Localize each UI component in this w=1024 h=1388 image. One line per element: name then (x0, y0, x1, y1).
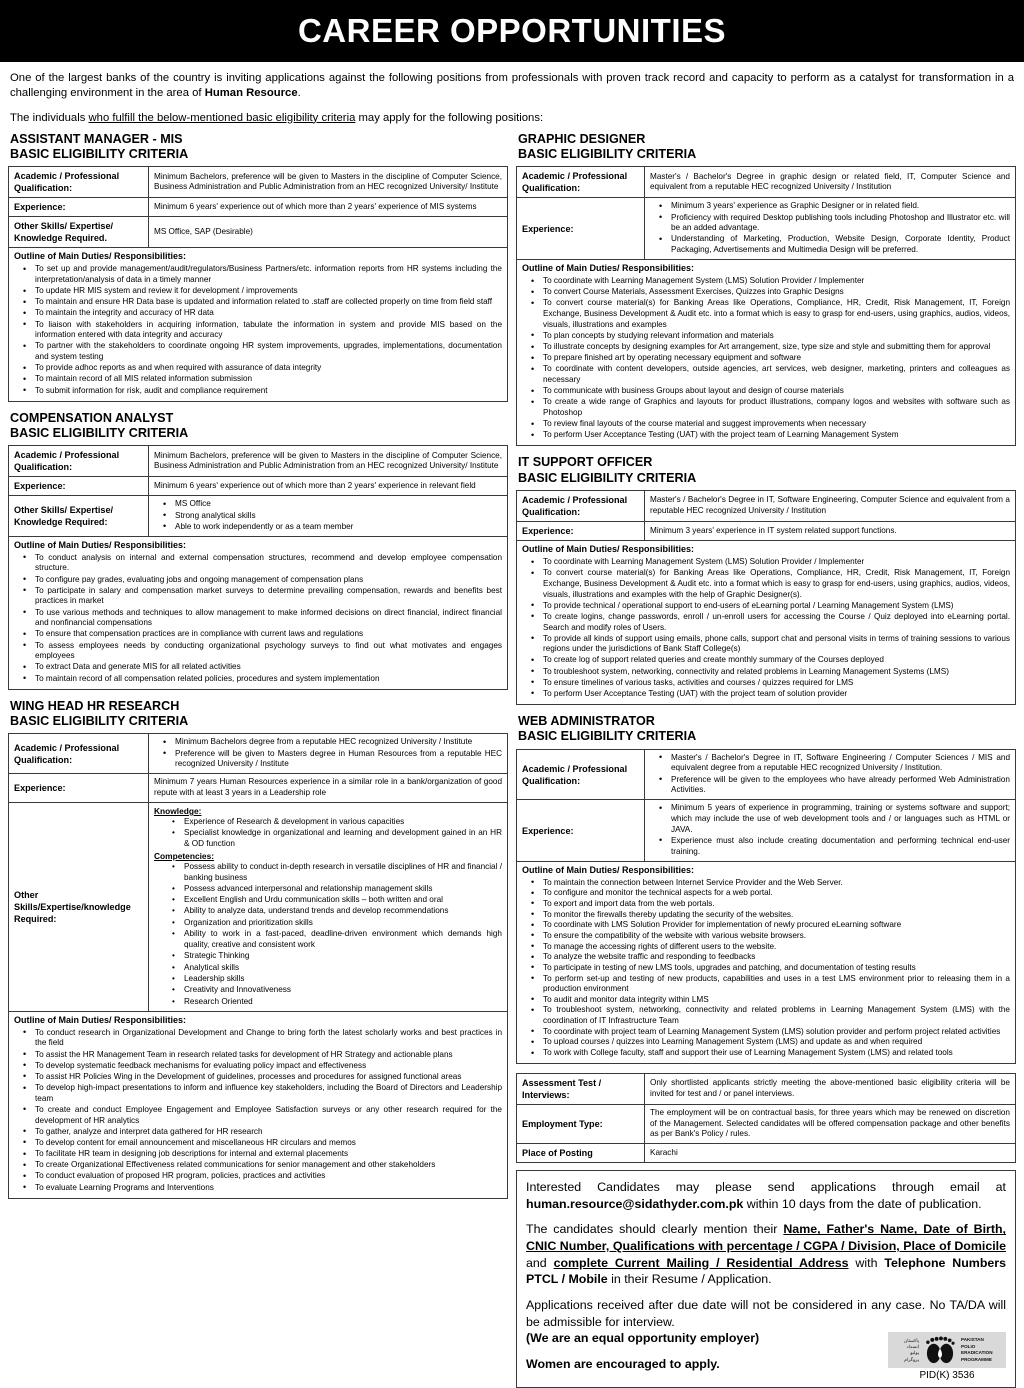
apply-line-2 (526, 1221, 1006, 1287)
list-item: • To analyze the website traffic and responding to feedbacks (543, 952, 1010, 963)
job-subtitle: BASIC ELIGIBILITY CRITERIA (518, 470, 697, 485)
job-subtitle: BASIC ELIGIBILITY CRITERIA (10, 426, 189, 441)
table-row-other-skills (9, 217, 508, 248)
label-line2: Qualification: (522, 507, 581, 518)
list-item: • To communicate with business Groups about layout and design of course materials (543, 386, 1010, 397)
apply-line2-prefix: The candidates should clearly mention their (526, 1222, 784, 1237)
intro-paragraph-2 (10, 111, 1014, 126)
label-line2: Qualification: (14, 462, 73, 473)
label-line2: Qualification: (14, 754, 73, 765)
job-graphic-designer (516, 132, 1016, 447)
apply-required-fields-3: Telephone Numbers PTCL / Mobile (526, 1255, 1006, 1287)
table-row-duties (9, 536, 508, 689)
list-item: • To create a wide range of Graphics and layouts for product illustrations, company logos and websites with software such as Photoshop (543, 397, 1010, 418)
list-item: • To configure and monitor the technical aspects for a web portal. (543, 888, 1010, 899)
table-row-duties (9, 1011, 508, 1198)
application-notice-box (516, 1170, 1016, 1388)
duties-cell (9, 1011, 508, 1198)
spec-table (8, 166, 508, 401)
list-item: • To liaison with stakeholders in acquiring information, tabulate the information in system and provide MIS based on the information entered with data integrity and accuracy (35, 320, 502, 341)
value-employment-type: The employment will be on contractual basis, for three years which may be renewed on discretion of the Management. Selected candidates will be offered compensation package and other benefits as per Bank's Policy / rules. (645, 1104, 1016, 1143)
label-line1: Other (14, 889, 39, 900)
list-item: • To facilitate HR team in designing job descriptions for internal and external placements (35, 1149, 502, 1160)
label-assessment-test (517, 1073, 645, 1104)
job-title-block (518, 132, 1016, 163)
table-row-assessment (517, 1073, 1016, 1104)
experience-list (650, 803, 1010, 857)
label-qualification (517, 167, 645, 198)
job-title: IT SUPPORT OFFICER (518, 455, 653, 470)
table-row-duties (9, 248, 508, 401)
job-subtitle: BASIC ELIGIBILITY CRITERIA (518, 147, 697, 162)
competencies-heading: Competencies: (154, 850, 215, 861)
label-line2: Qualification: (522, 775, 581, 786)
intro-p1-bold: Human Resource (204, 87, 298, 100)
polio-urdu-line2: انسداد (906, 1344, 919, 1350)
table-row-other-skills (9, 803, 508, 1012)
duties-cell (517, 541, 1016, 705)
label-line1: Academic / Professional (14, 742, 120, 753)
list-item: • Understanding of Marketing, Production, Website Design, Corporate Identity, Product Packaging, Advertisements and Multimedia Design will be preferred. (671, 234, 1010, 255)
job-compensation-analyst (8, 411, 508, 690)
qualification-list (154, 737, 502, 769)
list-item: • To plan concepts by studying relevant information and materials (543, 331, 1010, 342)
label-line1: Academic / Professional (522, 171, 628, 182)
equal-opportunity-block (526, 1330, 888, 1381)
intro-section (0, 62, 1024, 132)
list-item: • To provide technical / operational support to end-users of eLearning portal / Learning Management System (LMS) (543, 601, 1010, 612)
list-item: • To perform set-up and testing of new products, capabilities and uses in a test LMS environment prior to releasing them in a production environment (543, 974, 1010, 995)
list-item: • To update HR MIS system and review it for development / improvements (35, 286, 502, 297)
label-line3: Required: (14, 913, 57, 924)
intro-p1-text-b: . (297, 87, 301, 100)
list-item: • To coordinate with Learning Management System (LMS) Solution Provider / Implementer (543, 276, 1010, 287)
list-item: • To maintain the connection between Internet Service Provider and the Web Server. (543, 878, 1010, 889)
list-item: • To maintain record of all compensation related policies, procedures and system implementation (35, 674, 502, 685)
list-item: • Minimum Bachelors degree from a reputable HEC recognized University / Institute (175, 737, 502, 748)
list-item: • To coordinate with Learning Management System (LMS) Solution Provider / Implementer (543, 557, 1010, 568)
list-item: • Experience must also include creating documentation and performing technical end-user training. (671, 836, 1010, 857)
table-row-duties (517, 861, 1016, 1063)
job-title: WEB ADMINISTRATOR (518, 714, 655, 729)
list-item: • Organization and prioritization skills (184, 918, 502, 929)
list-item: • MS Office (175, 499, 502, 510)
experience-list (650, 201, 1010, 255)
label-place-of-posting: Place of Posting (517, 1144, 645, 1163)
polio-urdu-line1: پاکستان (903, 1337, 919, 1343)
duties-heading: Outline of Main Duties/ Responsibilities: (14, 251, 187, 262)
label-line2: Qualification: (522, 183, 581, 194)
table-row-experience (9, 198, 508, 217)
job-subtitle: BASIC ELIGIBILITY CRITERIA (10, 714, 189, 729)
spec-table (8, 445, 508, 689)
duties-heading: Outline of Main Duties/ Responsibilities: (522, 544, 695, 555)
job-subtitle: BASIC ELIGIBILITY CRITERIA (10, 147, 189, 162)
list-item: • To ensure that compensation practices are in compliance with current laws and regulations (35, 629, 502, 640)
list-item: • Ability to analyze data, understand trends and develop recommendations (184, 906, 502, 917)
table-row-duties (517, 260, 1016, 446)
apply-line1-suffix: within 10 days from the date of publication. (743, 1196, 982, 1211)
label-line2: Skills/Expertise/knowledge (14, 901, 131, 912)
list-item: • To ensure the compatibility of the website with various website browsers. (543, 931, 1010, 942)
label-other-skills (9, 803, 149, 1012)
label-employment-type: Employment Type: (517, 1104, 645, 1143)
duties-list (14, 553, 502, 684)
list-item: • To maintain and ensure HR Data base is updated and information related to .staff are collected properly on time from field staff (35, 297, 502, 308)
job-title-block (518, 455, 1016, 486)
list-item: • To create logins, change passwords, enroll / un-enroll users for accessing the Course / Quiz deployed into eLearning portal. Search and modify roles of Users. (543, 612, 1010, 633)
polio-urdu-line4: پروگرام (904, 1356, 919, 1362)
value-other-skills (149, 803, 508, 1012)
apply-line2-mid: and (526, 1255, 554, 1270)
right-column (516, 132, 1016, 1388)
list-item: • Minimum 3 years' experience as Graphic Designer or in related field. (671, 201, 1010, 212)
list-item: • To maintain the integrity and accuracy of HR data (35, 308, 502, 319)
list-item: • Experience of Research & development in various capacities (184, 817, 502, 828)
list-item: • To convert Course Materials, Assessment Exercises, Quizzes into Graphic Designs (543, 287, 1010, 298)
list-item: • To perform User Acceptance Testing (UAT) with the project team of solution provider (543, 689, 1010, 700)
list-item: • To prepare finished art by operating necessary equipment and software (543, 353, 1010, 364)
list-item: • To use various methods and techniques to allow management to make informed decisions on direct financial, indirect financial and nonfinancial compensations (35, 608, 502, 629)
general-terms-table (516, 1073, 1016, 1163)
list-item: • To participate in salary and compensation market surveys to determine prevailing compensation, rewards and benefits best practices in market (35, 586, 502, 607)
duties-list (522, 276, 1010, 441)
spec-table (8, 733, 508, 1198)
list-item: • To conduct research in Organizational Development and Change to bring forth the latest scholarly works and best practices in the field (35, 1028, 502, 1049)
table-row-employment-type (517, 1104, 1016, 1143)
duties-list (14, 264, 502, 396)
list-item: • To partner with the stakeholders to coordinate ongoing HR system improvements, upgrades, implementations, documentation and system testing (35, 341, 502, 362)
list-item: • To configure pay grades, evaluating jobs and ongoing management of compensation plans (35, 575, 502, 586)
label-experience: Experience: (9, 774, 149, 803)
job-web-administrator (516, 714, 1016, 1064)
value-place-of-posting: Karachi (645, 1144, 1016, 1163)
value-qualification: Master's / Bachelor's Degree in graphic design or related field, IT, Computer Science and equivalent from a reputable HEC recognized University / Institution (645, 167, 1016, 198)
list-item: • Able to work independently or as a team member (175, 522, 502, 533)
label-other-skills (9, 217, 149, 248)
list-item: • To upload courses / quizzes into Learning Management System (LMS) and update as and when required (543, 1037, 1010, 1048)
job-title: GRAPHIC DESIGNER (518, 131, 646, 146)
spec-table (516, 490, 1016, 705)
polio-logo (888, 1332, 1006, 1368)
list-item: • Possess advanced interpersonal and relationship management skills (184, 884, 502, 895)
list-item: • To provide adhoc reports as and when required with assurance of data integrity (35, 363, 502, 374)
spec-table (516, 166, 1016, 446)
label-qualification (517, 749, 645, 800)
list-item: • To evaluate Learning Programs and Interventions (35, 1183, 502, 1194)
label-qualification (9, 167, 149, 198)
list-item: • Excellent English and Urdu communication skills – both written and oral (184, 895, 502, 906)
list-item: • To coordinate with LMS Solution Provider for implementation of newly procured eLearning software (543, 920, 1010, 931)
list-item: • Proficiency with required Desktop publishing tools including Photoshop and Illustrator etc. will be an added advantage. (671, 213, 1010, 234)
value-experience (645, 800, 1016, 861)
page-title: CAREER OPPORTUNITIES (297, 12, 727, 49)
list-item: • To manage the accessing rights of different users to the website. (543, 942, 1010, 953)
list-item: • To participate in testing of new LMS tools, upgrades and patching, and documentation of testing results (543, 963, 1010, 974)
duties-heading: Outline of Main Duties/ Responsibilities: (522, 263, 695, 274)
apply-line2-mid2: with (848, 1255, 885, 1270)
label-line1: Other Skills/ Expertise/ (14, 505, 114, 516)
list-item: • Leadership skills (184, 974, 502, 985)
competencies-list (154, 862, 502, 1008)
label-line1: Other Skills/ Expertise/ (14, 221, 114, 232)
label-line2: Knowledge Required: (14, 517, 108, 528)
apply-email[interactable]: human.resource@sidathyder.com.pk (526, 1196, 744, 1211)
apply-required-fields-1: Name, Father's Name, Date of Birth, CNIC Number, Qualifications with percentage / CGPA / Division, Place of Domicile (526, 1222, 1006, 1254)
list-item: • To maintain record of all MIS related information submission (35, 374, 502, 385)
list-item: • To coordinate with content developers, outside agencies, art services, web designer, marketing, printers and colleagues as necessary (543, 364, 1010, 385)
list-item: • Specialist knowledge in organizational and learning and development gained in an HR & OD function (184, 828, 502, 850)
polio-logo-block (888, 1332, 1006, 1381)
value-other-skills (149, 496, 508, 536)
list-item: • To set up and provide management/audit/regulators/Business Partners/etc. information reports from HR systems including the interpretation/analysis of data in a timely manner (35, 264, 502, 285)
list-item: • To assist HR Policies Wing in the Development of guidelines, processes and procedures for assigned functional areas (35, 1072, 502, 1083)
list-item: • To convert course material(s) for Banking Areas like Operations, Compliance, HR, Credit, Risk Management, IT, Foreign Exchange, Business Development & Audit etc. into a format which is easy to grasp for end-users, using graphics, audios, videos, visuals, illustrations and examples with the help of Graphic Designer(s). (543, 568, 1010, 600)
list-item: • To develop high-impact presentations to inform and influence key stakeholders, including the Board of Directors and Leadership team (35, 1083, 502, 1104)
list-item: • To conduct analysis on internal and external compensation structures, recommend and develop employee compensation structure. (35, 553, 502, 574)
value-experience: Minimum 3 years' experience in IT system related support functions. (645, 522, 1016, 541)
label-line1: Academic / Professional (522, 763, 628, 774)
list-item: • To create and conduct Employee Engagement and Employee Satisfaction surveys or any other research required for the development of HR analytics (35, 1105, 502, 1126)
list-item: • To work with College faculty, staff and support their use of Learning Management System (LMS) and related tools (543, 1048, 1010, 1059)
list-item: • To gather, analyze and interpret data gathered for HR research (35, 1127, 502, 1138)
label-other-skills (9, 496, 149, 536)
job-title-block (10, 411, 508, 442)
spec-table (516, 749, 1016, 1064)
other-skills-list (154, 499, 502, 532)
duties-heading: Outline of Main Duties/ Responsibilities: (14, 1014, 187, 1025)
label-line1: Academic / Professional (14, 171, 120, 182)
list-item: • To develop systematic feedback mechanisms for evaluating policy impact and effectiveness (35, 1061, 502, 1072)
label-experience: Experience: (517, 800, 645, 861)
table-row-qualification (9, 734, 508, 774)
value-qualification (645, 749, 1016, 800)
apply-line-1 (526, 1179, 1006, 1212)
duties-heading: Outline of Main Duties/ Responsibilities: (522, 864, 695, 875)
list-item: • Analytical skills (184, 963, 502, 974)
apply-line2-end: in their Resume / Application. (607, 1272, 772, 1287)
job-wing-head-hr-research (8, 699, 508, 1199)
apply-line-3: Applications received after due date will not be considered in any case. No TA/DA will be admissible for interview. (526, 1297, 1006, 1329)
masthead-banner (0, 0, 1024, 62)
label-qualification (517, 491, 645, 522)
value-assessment-test: Only shortlisted applicants strictly meeting the above-mentioned basic eligibility criteria will be invited for test and / or panel interviews. (645, 1073, 1016, 1104)
label-experience: Experience: (517, 198, 645, 260)
list-item: • Strong analytical skills (175, 511, 502, 522)
polio-english-text (961, 1337, 1001, 1363)
list-item: • Minimum 5 years of experience in programming, training or systems software and support; which may include the use of web development tools and / or languages such as HTML or JAVA. (671, 803, 1010, 835)
polio-en-line3: ERADICATION (961, 1350, 993, 1356)
table-row-other-skills (9, 496, 508, 536)
table-row-place-of-posting (517, 1144, 1016, 1163)
label-line1: Academic / Professional (14, 450, 120, 461)
table-row-qualification (517, 167, 1016, 198)
list-item: • To troubleshoot system, networking, connectivity and related problems in Learning Management Systems (LMS) (543, 667, 1010, 678)
job-title-block (10, 132, 508, 163)
job-title: WING HEAD HR RESEARCH (10, 698, 180, 713)
apply-required-fields-2: complete Current Mailing / Residential Address (553, 1255, 849, 1270)
duties-cell (9, 536, 508, 689)
list-item: • To submit information for risk, audit and compliance requirement (35, 386, 502, 397)
label-line2: Knowledge Required. (14, 233, 107, 244)
intro-p1-text-a: One of the largest banks of the country is inviting applications against the following positions from professionals with proven track record and capacity to perform as a catalyst for transformation in a challenging environment in the area of (10, 72, 1014, 100)
label-line2: Interviews: (522, 1089, 570, 1100)
label-experience: Experience: (9, 198, 149, 217)
list-item: • To audit and monitor data integrity within LMS (543, 995, 1010, 1006)
label-qualification (9, 446, 149, 477)
list-item: • Preference will be given to the employees who have already performed Web Administration Activities. (671, 775, 1010, 796)
table-row-experience (517, 522, 1016, 541)
knowledge-list (154, 817, 502, 850)
value-experience (645, 198, 1016, 260)
value-qualification (149, 734, 508, 774)
duties-heading: Outline of Main Duties/ Responsibilities: (14, 539, 187, 550)
job-subtitle: BASIC ELIGIBILITY CRITERIA (518, 729, 697, 744)
list-item: • To provide all kinds of support using emails, phone calls, support chat and personal visits in terms of training sessions to various regions under the jurisdictions of Bank Staff College(s) (543, 634, 1010, 655)
women-encouraged-text: Women are encouraged to apply. (526, 1356, 720, 1371)
list-item: • To monitor the firewalls thereby updating the security of the websites. (543, 910, 1010, 921)
value-experience: Minimum 7 years Human Resources experience in a similar role in a bank/organization of good repute with at least 3 years in a Leadership role (149, 774, 508, 803)
job-assistant-manager-mis (8, 132, 508, 402)
table-row-experience (9, 774, 508, 803)
list-item: • To coordinate with project team of Learning Management System (LMS) solution provider and perform project related activities (543, 1027, 1010, 1038)
duties-list (522, 878, 1010, 1059)
list-item: • To convert course material(s) for Banking Areas like Operations, Compliance, HR, Credit, Risk Management, IT, Foreign Exchange, Business Development & Audit etc. into a format which is easy to grasp for end-users, using graphics, audios, videos, visuals, illustrations and examples (543, 298, 1010, 330)
notice-footer-row (526, 1330, 1006, 1381)
list-item: • To review final layouts of the course material and suggest improvements when necessary (543, 419, 1010, 430)
list-item: • To assess employees needs by conducting organizational psychology surveys to find out what motivates and engages employees (35, 641, 502, 662)
duties-list (14, 1028, 502, 1193)
label-experience: Experience: (9, 477, 149, 496)
list-item: • To develop content for email announcement and miscellaneous HR circulars and memos (35, 1138, 502, 1149)
duties-list (522, 557, 1010, 700)
value-experience: Minimum 6 years' experience out of which more than 2 years' experience of MIS systems (149, 198, 508, 217)
table-row-experience (9, 477, 508, 496)
list-item: • To create Organizational Effectiveness related communications for senior management and other stakeholders (35, 1160, 502, 1171)
list-item: • Research Oriented (184, 997, 502, 1008)
knowledge-heading: Knowledge: (154, 806, 202, 816)
job-title-block (10, 699, 508, 730)
polio-en-line2: POLIO (961, 1343, 976, 1349)
pid-number: PID(K) 3536 (919, 1370, 975, 1382)
table-row-qualification (517, 749, 1016, 800)
list-item: • Strategic Thinking (184, 951, 502, 962)
job-title: COMPENSATION ANALYST (10, 410, 174, 425)
list-item: • To conduct evaluation of proposed HR program, policies, practices and activities (35, 1171, 502, 1182)
left-column (8, 132, 508, 1208)
label-experience: Experience: (517, 522, 645, 541)
list-item: • Preference will be given to Masters degree in Human Resources from a reputable HEC recognized University / Institute (175, 749, 502, 770)
list-item: • To troubleshoot system, networking, connectivity and related problems in Learning Management System (LMS) with the coordination of IT Infrastructure Team (543, 1005, 1010, 1026)
job-it-support-officer (516, 455, 1016, 705)
label-line2: Qualification: (14, 183, 73, 194)
list-item: • To ensure timelines of various tasks, activities and courses / quizzes required for LMS (543, 678, 1010, 689)
value-qualification: Minimum Bachelors, preference will be given to Masters in the discipline of Computer Science, Business Administration and Public Administration from an HEC recognized University/ Institute (149, 446, 508, 477)
list-item: • Master's / Bachelor's Degree in IT, Software Engineering / Computer Sciences / MIS and equivalent degree from a reputable HEC recognized University / Institution. (671, 753, 1010, 774)
list-item: • Ability to work in a fast-paced, deadline-driven environment which demands high quality, creative and consistent work (184, 929, 502, 951)
table-row-experience (517, 198, 1016, 260)
job-title: ASSISTANT MANAGER - MIS (10, 131, 183, 146)
footprints-icon (923, 1335, 957, 1365)
list-item: • To create log of support related queries and create monthly summary of the Courses deployed (543, 655, 1010, 666)
duties-cell (9, 248, 508, 401)
polio-urdu-line3: پولیو (910, 1350, 919, 1356)
list-item: • Creativity and Innovativeness (184, 985, 502, 996)
value-experience: Minimum 6 years' experience out of which more than 2 years' experience in relevant field (149, 477, 508, 496)
intro-p2-text-b: may apply for the following positions: (355, 111, 544, 124)
label-qualification (9, 734, 149, 774)
polio-en-line4: PROGRAMME (961, 1356, 992, 1362)
value-qualification: Minimum Bachelors, preference will be given to Masters in the discipline of Computer Science, Business Administration and Public Administration from an HEC recognized University/ Institute (149, 167, 508, 198)
polio-urdu-text (893, 1338, 919, 1363)
label-line1: Assessment Test / (522, 1077, 602, 1088)
duties-cell (517, 260, 1016, 446)
list-item: • To export and import data from the web portals. (543, 899, 1010, 910)
intro-p2-underline: who fulfill the below-mentioned basic eligibility criteria (88, 111, 356, 124)
apply-line1-prefix: Interested Candidates may please send applications through email at (526, 1180, 1006, 1195)
jobs-columns (0, 132, 1024, 1388)
list-item: • To perform User Acceptance Testing (UAT) with the project team of Learning Management System (543, 430, 1010, 441)
value-other-skills: MS Office, SAP (Desirable) (149, 217, 508, 248)
table-row-experience (517, 800, 1016, 861)
table-row-duties (517, 541, 1016, 705)
list-item: • To assist the HR Management Team in research related tasks for development of HR Strategy and actionable plans (35, 1050, 502, 1061)
intro-p2-text-a: The individuals (10, 111, 89, 124)
table-row-qualification (9, 446, 508, 477)
polio-en-line1: PAKISTAN (961, 1337, 984, 1343)
equal-opportunity-text: (We are an equal opportunity employer) (526, 1331, 760, 1346)
intro-paragraph-1 (10, 71, 1014, 102)
job-title-block (518, 714, 1016, 745)
table-row-qualification (9, 167, 508, 198)
list-item: • To extract Data and generate MIS for all related activities (35, 662, 502, 673)
value-qualification: Master's / Bachelor's Degree in IT, Software Engineering, Computer Science and equivalent from a reputable HEC recognized University / Institution (645, 491, 1016, 522)
list-item: • To illustrate concepts by designing examples for Art arrangement, size, type size and style and submitting them for approval (543, 342, 1010, 353)
duties-cell (517, 861, 1016, 1063)
label-line1: Academic / Professional (522, 495, 628, 506)
list-item: • Possess ability to conduct in-depth research in versatile disciplines of HR and financial / banking business (184, 862, 502, 884)
qualification-list (650, 753, 1010, 796)
table-row-qualification (517, 491, 1016, 522)
